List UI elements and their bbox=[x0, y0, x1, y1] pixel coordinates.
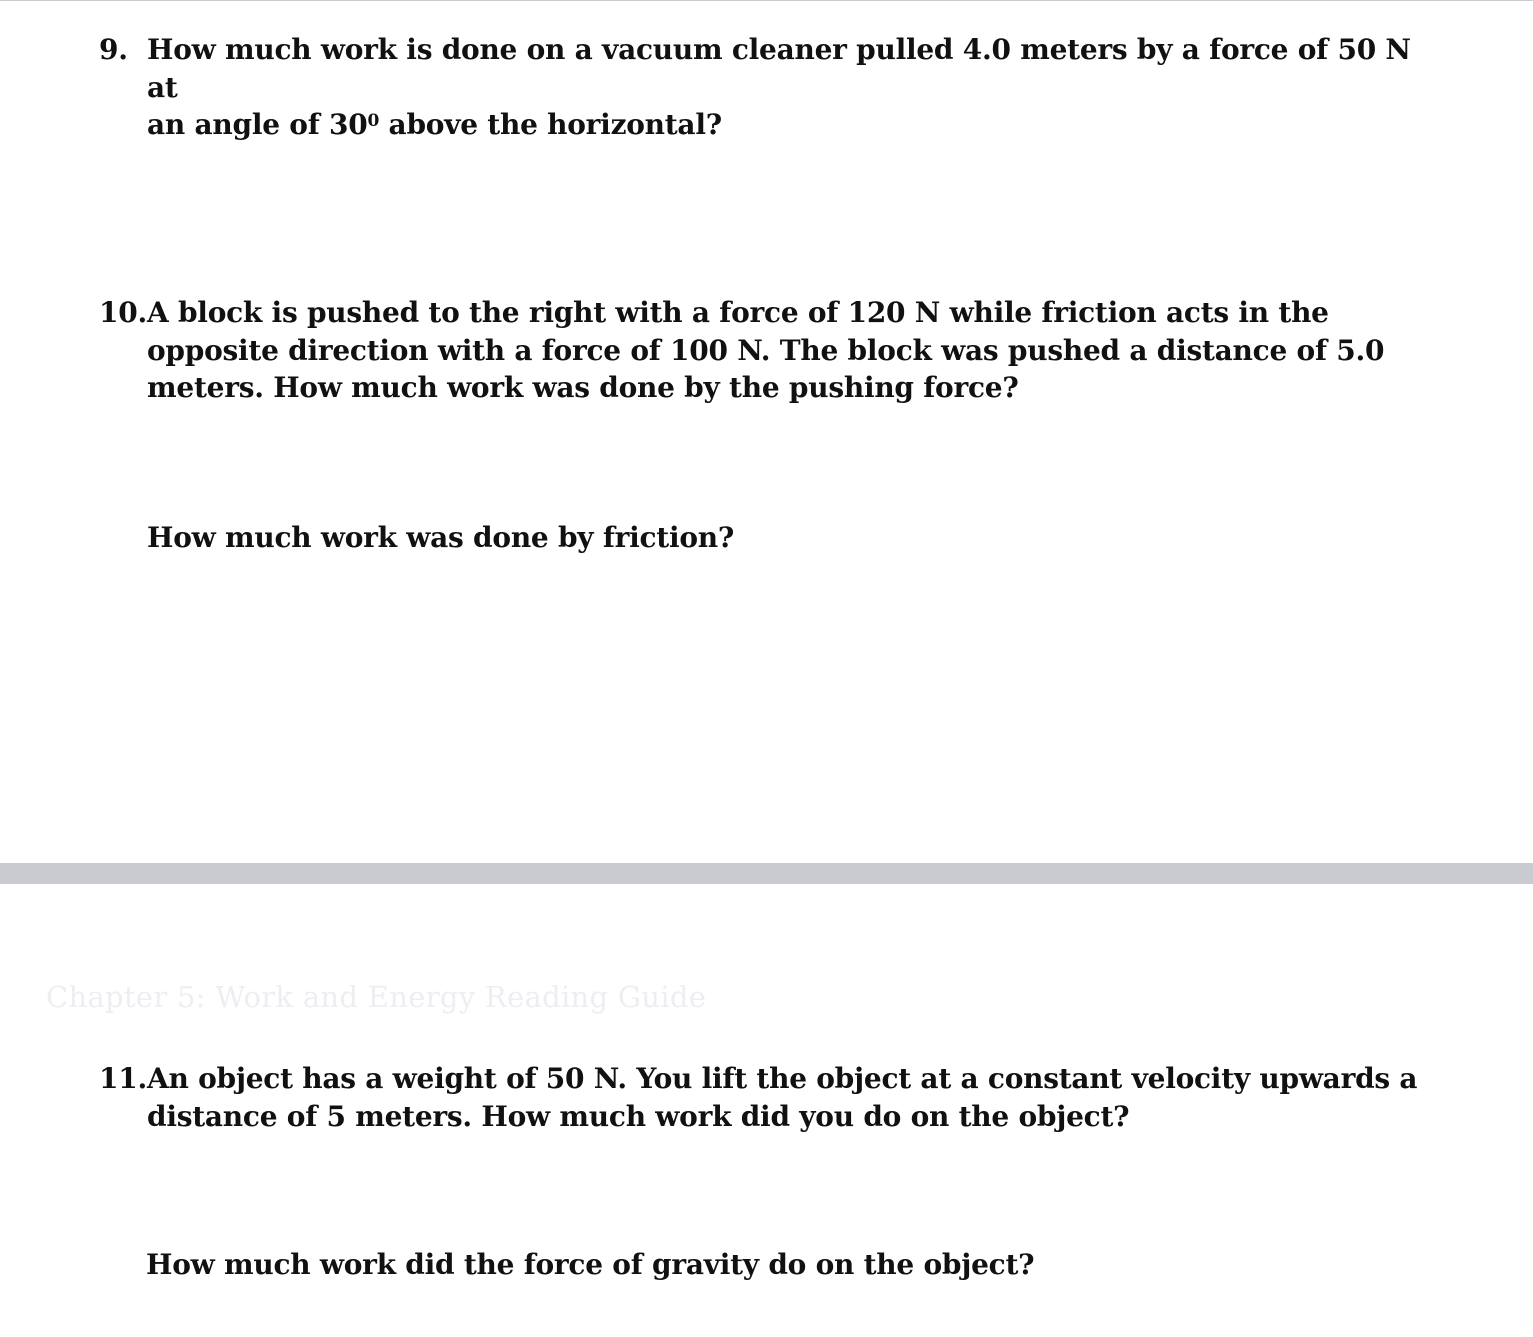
question-11-number: 11. bbox=[99, 1062, 147, 1095]
question-11 bbox=[99, 1060, 1419, 1135]
degree-superscript: 0 bbox=[367, 111, 380, 131]
question-9-number: 9. bbox=[99, 33, 128, 66]
page-1 bbox=[0, 1, 1533, 863]
question-9-line-2-start: an angle of 30 bbox=[147, 108, 368, 141]
question-10-text: A block is pushed to the right with a force of 120 N while friction acts in the opposite direction with a force of 100 N. The block was pushed a distance of 5.0 meters. How much work was done by the pushing force? bbox=[147, 296, 1385, 404]
question-9-line-2-end: above the horizontal? bbox=[379, 108, 722, 141]
page-separator bbox=[0, 863, 1533, 884]
question-10-number: 10. bbox=[99, 296, 147, 329]
page-2 bbox=[0, 884, 1533, 1337]
question-11-text: An object has a weight of 50 N. You lift the object at a constant velocity upwards a distance of 5 meters. How much work did you do on the object? bbox=[147, 1062, 1418, 1133]
question-9-text bbox=[147, 31, 1419, 144]
question-9-line-1: How much work is done on a vacuum cleaner pulled 4.0 meters by a force of 50 N at bbox=[147, 33, 1411, 104]
question-9 bbox=[99, 31, 1419, 144]
question-10-followup: How much work was done by friction? bbox=[147, 521, 735, 554]
question-10 bbox=[99, 294, 1419, 407]
question-11-followup: How much work did the force of gravity do on the object? bbox=[146, 1248, 1035, 1281]
faded-page-header: Chapter 5: Work and Energy Reading Guide bbox=[46, 980, 707, 1014]
